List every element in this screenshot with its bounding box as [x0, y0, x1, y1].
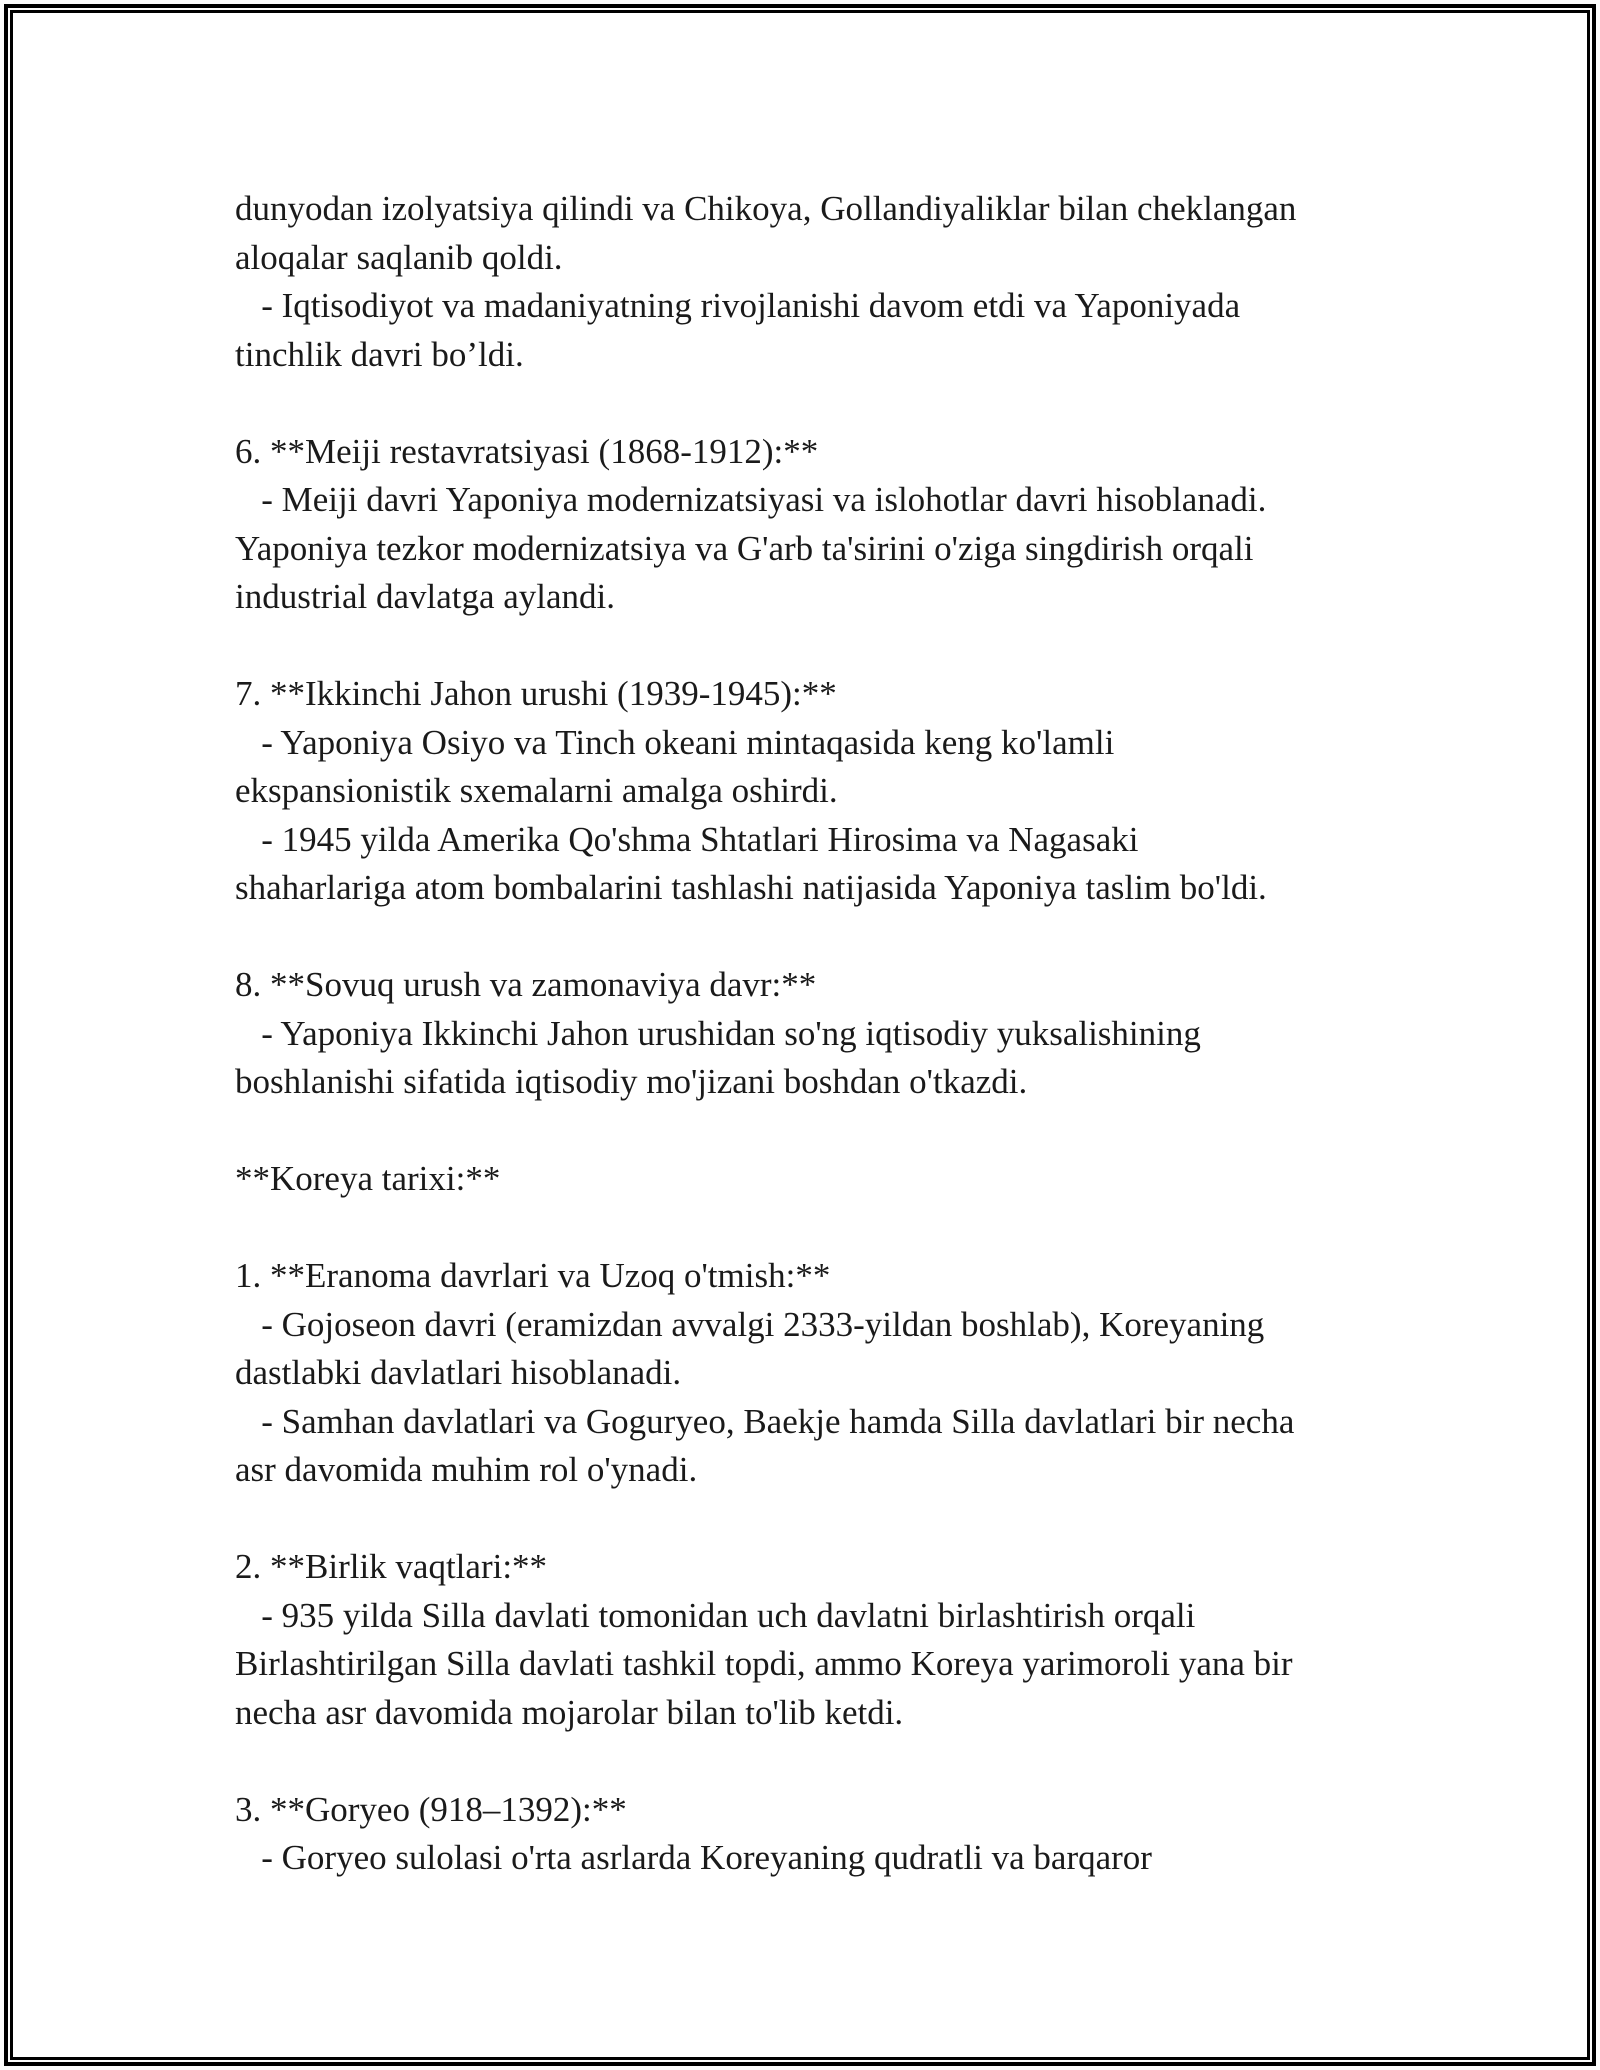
text-line: - Gojoseon davri (eramizdan avvalgi 2333-yildan boshlab), Koreyaning	[235, 1304, 1265, 1344]
text-line: - Goryeo sulolasi o'rta asrlarda Koreyaning qudratli va barqaror	[235, 1838, 1152, 1877]
text-line: shaharlariga atom bombalarini tashlashi natijasida Yaponiya taslim bo'ldi.	[235, 868, 1267, 907]
section-heading: 3. **Goryeo (918–1392):**	[235, 1789, 627, 1829]
text-line: - Samhan davlatlari va Goguryeo, Baekje hamda Silla davlatlari bir necha	[235, 1401, 1295, 1441]
section-heading: 2. **Birlik vaqtlari:**	[235, 1547, 548, 1586]
text-line: - 1945 yilda Amerika Qo'shma Shtatlari Hirosima va Nagasaki	[235, 819, 1139, 859]
section-heading: 7. **Ikkinchi Jahon urushi (1939-1945):**	[235, 674, 837, 713]
text-line: - Yaponiya Osiyo va Tinch okeani mintaqasida keng ko'lamli	[235, 722, 1115, 762]
blank-line	[235, 1495, 1375, 1544]
text-line: tinchlik davri bo’ldi.	[235, 334, 524, 374]
text-line: - 935 yilda Silla davlati tomonidan uch davlatni birlashtirish orqali	[235, 1595, 1196, 1635]
section-heading: 6. **Meiji restavratsiyasi (1868-1912):**	[235, 431, 819, 471]
text-line: necha asr davomida mojarolar bilan to'lib ketdi.	[235, 1692, 904, 1732]
blank-line	[235, 379, 1375, 428]
text-line: industrial davlatga aylandi.	[235, 577, 616, 616]
section-heading: 8. **Sovuq urush va zamonaviya davr:**	[235, 965, 817, 1004]
blank-line	[235, 913, 1375, 962]
document-body	[235, 185, 1375, 1883]
text-line: - Meiji davri Yaponiya modernizatsiyasi va islohotlar davri hisoblanadi.	[235, 480, 1267, 519]
text-line: dastlabki davlatlari hisoblanadi.	[235, 1353, 682, 1392]
text-line: - Iqtisodiyot va madaniyatning rivojlanishi davom etdi va Yaponiyada	[235, 286, 1241, 325]
text-line: - Yaponiya Ikkinchi Jahon urushidan so'ng iqtisodiy yuksalishining	[235, 1013, 1201, 1053]
part-heading: **Koreya tarixi:**	[235, 1159, 501, 1198]
text-line: Yaponiya tezkor modernizatsiya va G'arb ta'sirini o'ziga singdirish orqali	[235, 528, 1254, 568]
text-line: Birlashtirilgan Silla davlati tashkil topdi, ammo Koreya yarimoroli yana bir	[235, 1644, 1293, 1683]
blank-line	[235, 1107, 1375, 1156]
blank-line	[235, 1204, 1375, 1253]
section-heading: 1. **Eranoma davrlari va Uzoq o'tmish:**	[235, 1256, 831, 1295]
text-line: aloqalar saqlanib qoldi.	[235, 237, 563, 277]
text-line: dunyodan izolyatsiya qilindi va Chikoya, Gollandiyaliklar bilan cheklangan	[235, 189, 1297, 228]
blank-line	[235, 1737, 1375, 1786]
text-line: asr davomida muhim rol o'ynadi.	[235, 1450, 698, 1489]
blank-line	[235, 622, 1375, 671]
text-line: boshlanishi sifatida iqtisodiy mo'jizani boshdan o'tkazdi.	[235, 1062, 1028, 1101]
text-line: ekspansionistik sxemalarni amalga oshirdi.	[235, 771, 838, 810]
